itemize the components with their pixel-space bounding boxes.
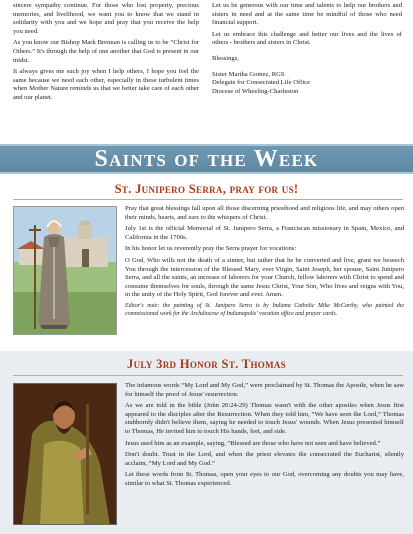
saint2-paragraph: Let these words from St. Thomas, open your eyes to our God, overcoming any doubts you may have, similar to what St. Thomas experienced. [125,471,404,487]
saint2-paragraph: The infamous words “My Lord and My God,” were proclaimed by St. Thomas the Apostle, when he saw for himself the proof of Jesus' resurrection. [125,382,404,398]
saint-junipero-painting [13,206,117,335]
letter-paragraph: Let us be generous with our time and talents to help our brothers and sisters in need and at the same time be mindful of those who need financial support. [212,2,402,27]
letter-section [13,0,403,142]
banner-title: Saints of the Week [94,145,319,172]
signature-block [212,55,402,96]
saint2-paragraph: Don't doubt. Trust in the Lord, and when the priest elevates the consecrated the Eucharist, silently acclaim, “My Lord and My God.” [125,451,404,467]
serra-prayer: O God, Who wills not the death of a sinner, but rather that he be converted and live, grant we beseech You through the intercession of the Blessed Mary, ever Virgin, Saint Joseph, her spouse, Saint Junipero Serra, and all the saints, an increase of laborers for your Church, fellow laborers with Christ to spend and consume themselves for souls, through the same Jesus Christ, Your Son, Who lives and reigns with You, in the unity of the Holy Spirit, God forever and ever. Amen. [125,256,404,299]
letter-paragraph: It always gives me such joy when I help others, I hope you feel the same because we need each other, especially in these turbulent times when Mother Nature reminds us that we better take care of each other and our planet. [13,68,199,101]
letter-paragraph: As you know our Bishop Mark Brennan is calling us to be “Christ for Others.” It's through the help of one another that God is present in our midst. [13,39,199,64]
saint1-text [125,205,404,321]
signature-org: Diocese of Wheeling-Charleston [212,87,299,95]
letter-paragraph: Let us embrace this challenge and better our lives and the lives of others - brothers and sisters in Christ. [212,30,402,47]
signature-closing: Blessings, [212,54,239,62]
saint2-paragraph: Jesus used him as an example, saying, “Blessed are those who have not seen and have believed.” [125,439,381,447]
saint1-paragraph: July 1st is the official Memorial of St. Junipero Serra, a Franciscan missionary in Spain, Mexico, and California in the 1700s. [125,225,404,241]
signature-name: Sister Martha Gomez, RGS [212,70,285,78]
saint-heading: St. Junipero Serra, pray for us! [114,182,299,196]
divider [13,375,403,376]
letter-right-column [212,2,402,96]
letter-paragraph: sincere sympathy continue. For those who lost property, precious memories, and livelihood, we want you to know that we stand in solidarity with you and we hope and pray that you receive the help you need. [13,2,199,35]
saint2-paragraph: As we are told in the bible (John 20:24-29) Thomas wasn't with the other apostles when Jesus first appeared to the disciples after the Resurrection. When they told him, “We have seen the Lord,” Thomas stubbornly didn't believe them, saying he needed to touch Jesus' wounds. When Jesus presented himself to Thomas, He invited him to touch His hands, feet, and side. [125,402,404,435]
saint1-paragraph: In his honor let us reverently pray the Serra prayer for vocations: [125,245,297,253]
saint-thomas-painting [13,383,117,525]
saint2-section [0,351,413,534]
saint1-paragraph: Pray that great blessings fall upon all those discerning priesthood and religious life, and may others open their minds, hearts, and ears to the whispers of Christ. [125,205,404,221]
saint2-text [125,382,404,492]
divider [13,199,403,200]
saint-heading: July 3rd Honor St. Thomas [127,357,286,371]
signature-title: Delegate for Consecrated Life Office [212,79,311,87]
letter-left-column [13,2,199,106]
editors-note: Editor's note: the painting of St. Junipero Serra is by Indiana Catholic Mike McCarthy, who painted the commissioned work for the Archdiocese of Indianapolis' vocation office and prayer cards. [125,302,404,317]
section-banner [0,144,413,174]
